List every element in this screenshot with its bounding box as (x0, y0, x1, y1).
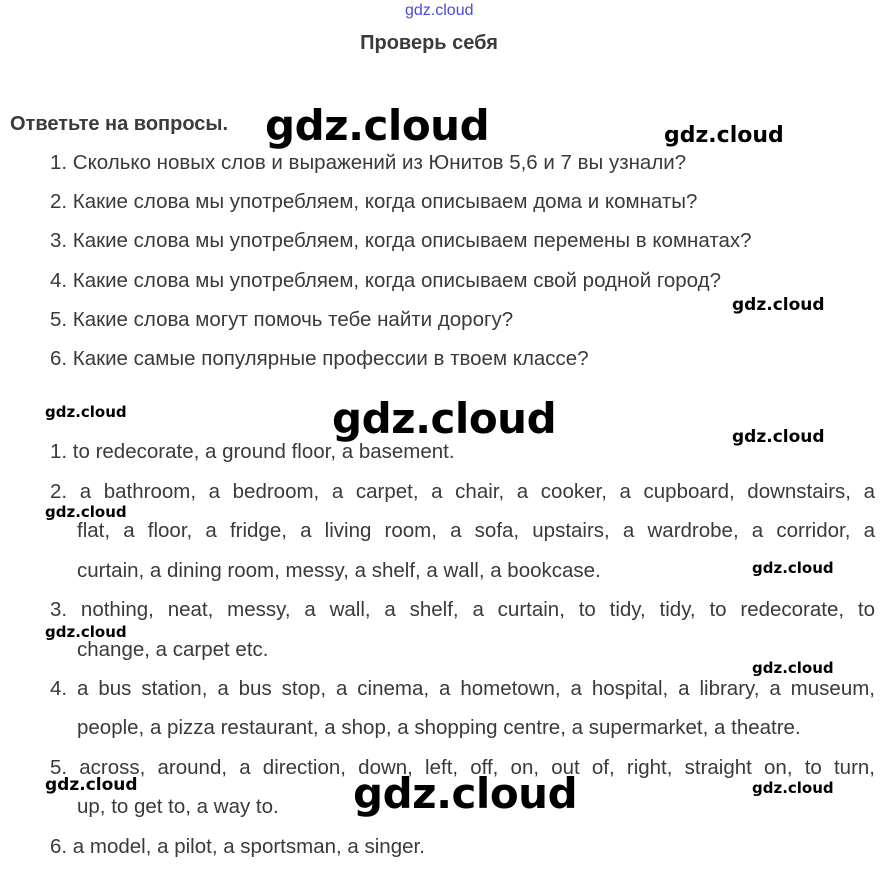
answer-line: 1. to redecorate, a ground floor, a basement. (50, 440, 455, 463)
question-item: 1. Сколько новых слов и выражений из Юнитов 5,6 и 7 вы узнали? (50, 151, 687, 174)
answer-line: people, a pizza restaurant, a shop, a shopping centre, a supermarket, a theatre. (77, 716, 801, 739)
answer-line: 2. a bathroom, a bedroom, a carpet, a chair, a cooker, a cupboard, downstairs, a (50, 480, 875, 503)
watermark: gdz.cloud (732, 427, 825, 447)
answer-line: 3. nothing, neat, messy, a wall, a shelf, a curtain, to tidy, tidy, to redecorate, to (50, 598, 875, 621)
question-item: 2. Какие слова мы употребляем, когда описываем дома и комнаты? (50, 190, 698, 213)
watermark: gdz.cloud (752, 659, 834, 677)
question-item: 6. Какие самые популярные профессии в твоем классе? (50, 347, 589, 370)
answer-line: curtain, a dining room, messy, a shelf, a wall, a bookcase. (77, 559, 601, 582)
site-logo[interactable]: gdz.cloud (405, 2, 474, 19)
watermark: gdz.cloud (752, 559, 834, 577)
page-title: Проверь себя (360, 32, 498, 54)
watermark: gdz.cloud (45, 623, 127, 641)
section-heading: Ответьте на вопросы. (10, 113, 229, 135)
watermark: gdz.cloud (45, 403, 127, 421)
watermark: gdz.cloud (45, 503, 127, 521)
answer-line: 4. a bus station, a bus stop, a cinema, a hometown, a hospital, a library, a museum, (50, 677, 875, 700)
answer-line: 6. a model, a pilot, a sportsman, a singer. (50, 835, 425, 858)
question-item: 5. Какие слова могут помочь тебе найти дорогу? (50, 308, 514, 331)
question-item: 4. Какие слова мы употребляем, когда описываем свой родной город? (50, 269, 721, 292)
watermark: gdz.cloud (752, 779, 834, 797)
watermark: gdz.cloud (265, 101, 490, 150)
watermark: gdz.cloud (332, 394, 557, 443)
answer-line: flat, a floor, a fridge, a living room, a sofa, upstairs, a wardrobe, a corridor, a (77, 519, 875, 542)
answer-line: change, a carpet etc. (77, 638, 269, 661)
answer-line: up, to get to, a way to. (77, 795, 279, 818)
watermark: gdz.cloud (45, 775, 138, 795)
question-item: 3. Какие слова мы употребляем, когда описываем перемены в комнатах? (50, 229, 752, 252)
watermark: gdz.cloud (732, 295, 825, 315)
watermark: gdz.cloud (664, 123, 784, 148)
answer-line: 5. across, around, a direction, down, left, off, on, out of, right, straight on, to turn, (50, 756, 875, 779)
watermark: gdz.cloud (353, 769, 578, 818)
